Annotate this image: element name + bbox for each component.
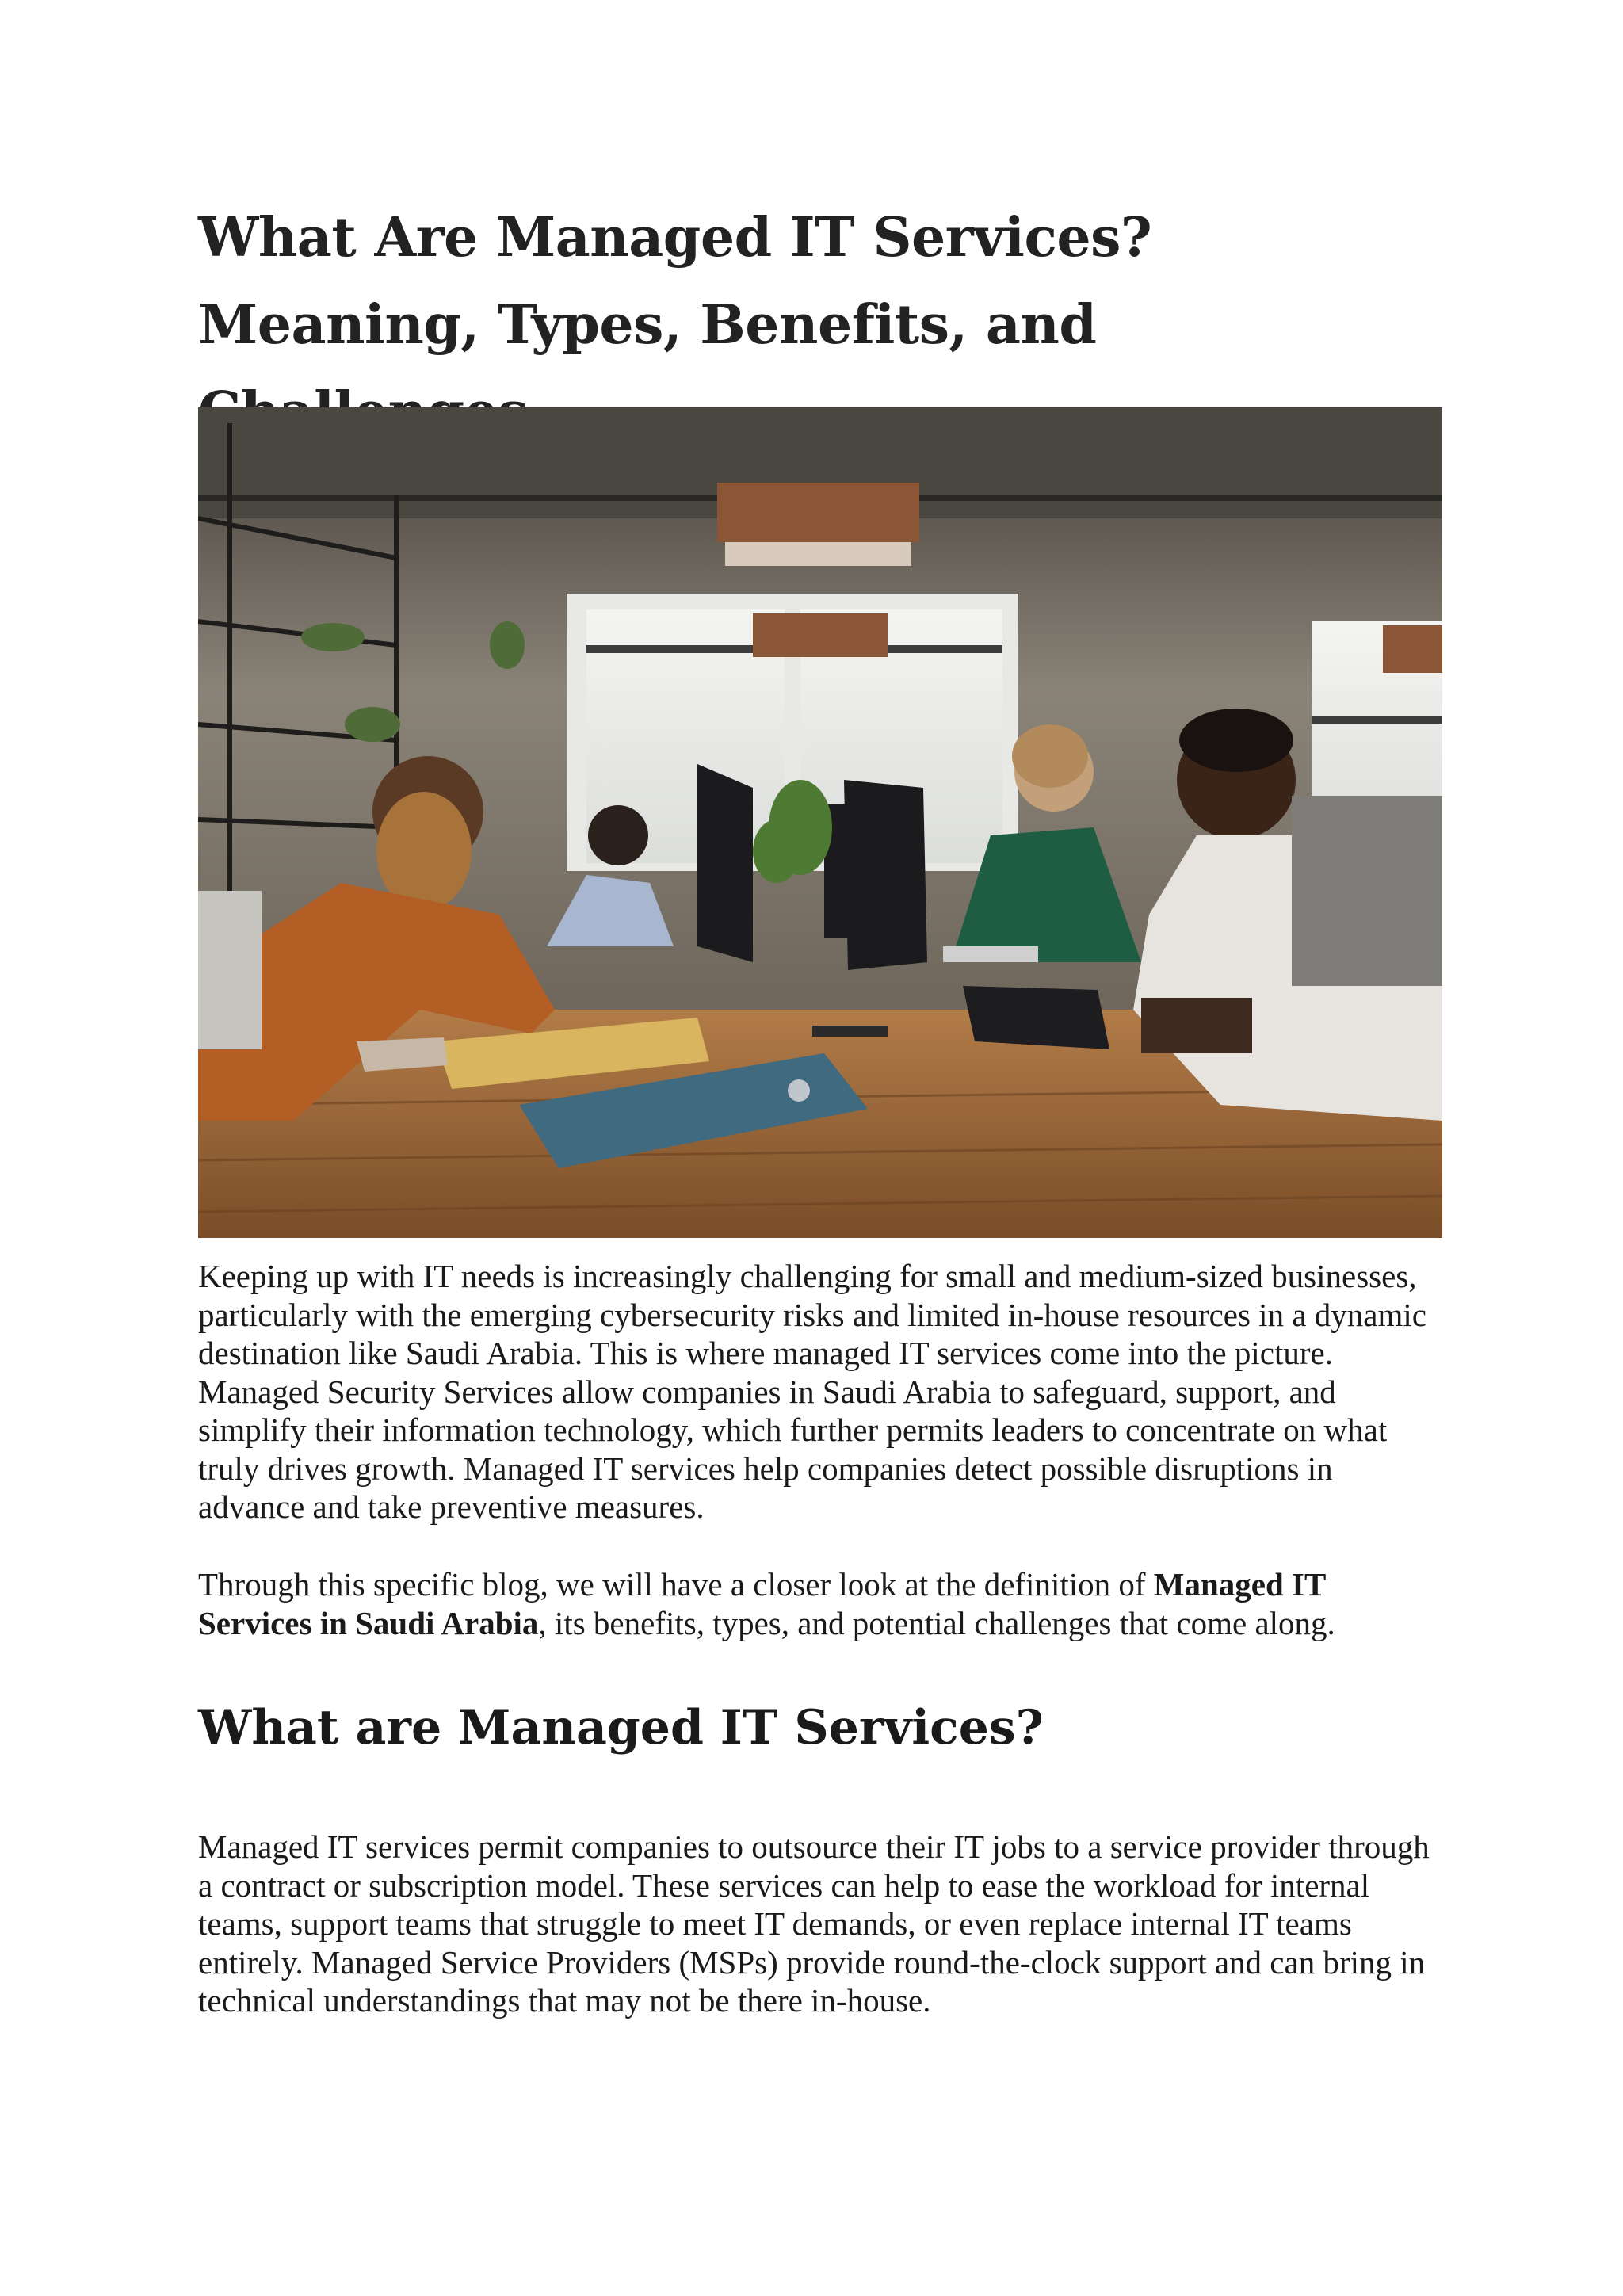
intro-paragraph: Keeping up with IT needs is increasingly challenging for small and medium-sized businesses, particularly with the emerging cybersecurity risks and limited in-house resources in a dynamic destination like Saudi Arabia. This is where managed IT services come into the picture. Managed Security Services allow companies in Saudi Arabia to safeguard, support, and simplify their information technology, which further permits leaders to concentrate on what truly drives growth. Managed IT services help companies detect possible disruptions in advance and take preventive measures.	[198, 1258, 1426, 1525]
intro-2-text-after: , its benefits, types, and potential challenges that come along.	[538, 1604, 1335, 1641]
intro-paragraph-2	[198, 1565, 1442, 1642]
office-photo-illustration	[198, 407, 1442, 1238]
hero-image	[198, 407, 1442, 1238]
intro-2-bold-keyword: Managed IT Services in Saudi Arabia	[198, 1566, 1326, 1641]
section-heading-managed-it: What are Managed IT Services?	[198, 1700, 1044, 1755]
intro-2-text-before: Through this specific blog, we will have a closer look at the definition of	[198, 1566, 1154, 1603]
section-paragraph: Managed IT services permit companies to outsource their IT jobs to a service provider through a contract or subscription model. These services can help to ease the workload for internal teams, support teams that struggle to meet IT demands, or even replace internal IT teams entirely. Managed Service Providers (MSPs) provide round-the-clock support and can bring in technical understandings that may not be there in-house.	[198, 1828, 1430, 2019]
article-title: What Are Managed IT Services? Meaning, Types, Benefits, and	[198, 206, 1152, 357]
